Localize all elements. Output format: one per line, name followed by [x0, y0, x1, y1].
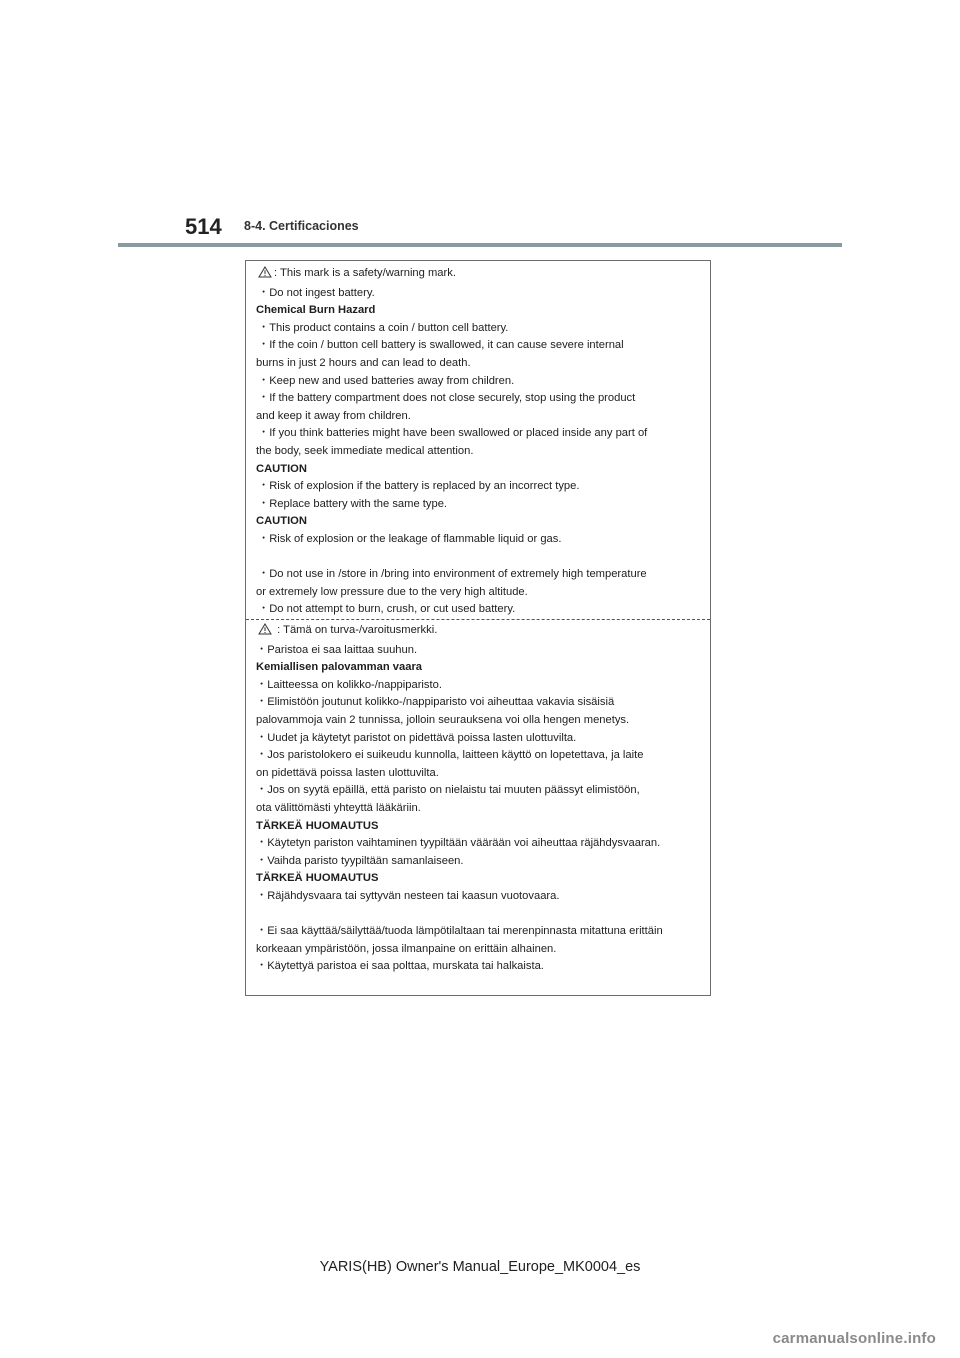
think-line1-en: ・If you think batteries might have been swallowed or placed inside any part of [258, 427, 648, 440]
think-line1-fi: ・Jos on syytä epäillä, että paristo on nielaistu tai muuten päässyt elimistöön, [256, 784, 640, 797]
keep-away-en: ・Keep new and used batteries away from children. [258, 374, 515, 387]
chem-heading-en: Chemical Burn Hazard [256, 304, 376, 317]
header-rule [118, 243, 842, 247]
compartment-line1-en: ・If the battery compartment does not close securely, stop using the product [258, 392, 636, 405]
chem-heading-fi: Kemiallisen palovamman vaara [256, 661, 423, 674]
spacer [256, 906, 708, 924]
warning-mark-text-fi: : Tämä on turva-/varoitusmerkki. [274, 624, 438, 636]
warning-triangle-icon [258, 623, 272, 642]
contains-en: ・This product contains a coin / button cell battery. [258, 321, 509, 334]
environment-line2-en: or extremely low pressure due to the very high altitude. [256, 585, 528, 598]
swallowed-line1-en: ・If the coin / button cell battery is swallowed, it can cause severe internal [258, 339, 624, 352]
environment-line2-fi: korkeaan ympäristöön, jossa ilmanpaine on erittäin alhainen. [256, 942, 557, 955]
language-divider [246, 619, 710, 620]
page-number: 514 [185, 214, 222, 239]
warning-mark-line-en [256, 265, 708, 285]
site-watermark[interactable]: carmanualsonline.info [772, 1330, 936, 1347]
manual-footer: YARIS(HB) Owner's Manual_Europe_MK0004_es [319, 1259, 641, 1275]
compartment-line2-en: and keep it away from children. [256, 409, 411, 422]
caution-heading-1-en: CAUTION [256, 462, 307, 475]
warning-mark-text-en: : This mark is a safety/warning mark. [274, 267, 456, 279]
think-line2-fi: ota välittömästi yhteyttä lääkäriin. [256, 801, 421, 814]
keep-away-fi: ・Uudet ja käytetyt paristot on pidettävä poissa lasten ulottuvilta. [256, 731, 577, 744]
think-line2-en: the body, seek immediate medical attention. [256, 444, 474, 457]
battery-warning-label [245, 260, 711, 996]
swallowed-line1-fi: ・Elimistöön joutunut kolikko-/nappiparisto voi aiheuttaa vakavia sisäisiä [256, 696, 615, 709]
explosion-leak-en: ・Risk of explosion or the leakage of flammable liquid or gas. [258, 532, 562, 545]
caution-heading-2-en: CAUTION [256, 515, 307, 528]
spacer [256, 549, 708, 567]
replace-same-en: ・Replace battery with the same type. [258, 497, 448, 510]
finnish-warning-block [256, 622, 708, 976]
burn-en: ・Do not attempt to burn, crush, or cut used battery. [258, 603, 516, 616]
warning-triangle-icon [258, 266, 272, 285]
compartment-line1-fi: ・Jos paristolokero ei suikeudu kunnolla, laitteen käyttö on lopetettava, ja laite [256, 749, 644, 762]
no-ingest-en: ・Do not ingest battery. [258, 286, 375, 299]
explosion-leak-fi: ・Räjähdysvaara tai syttyvän nesteen tai kaasun vuotovaara. [256, 889, 560, 902]
explosion-type-fi: ・Käytetyn pariston vaihtaminen tyypiltään väärään voi aiheuttaa räjähdysvaaran. [256, 837, 661, 850]
environment-line1-fi: ・Ei saa käyttää/säilyttää/tuoda lämpötilaltaan tai merenpinnasta mitattuna erittäin [256, 925, 663, 938]
compartment-line2-fi: on pidettävä poissa lasten ulottuvilta. [256, 766, 439, 779]
english-warning-block [256, 265, 708, 619]
section-title: 8-4. Certificaciones [244, 219, 359, 233]
no-ingest-fi: ・Paristoa ei saa laittaa suuhun. [256, 643, 418, 656]
contains-fi: ・Laitteessa on kolikko-/nappiparisto. [256, 678, 442, 691]
replace-same-fi: ・Vaihda paristo tyypiltään samanlaiseen. [256, 854, 464, 867]
environment-line1-en: ・Do not use in /store in /bring into environment of extremely high temperature [258, 568, 647, 581]
caution-heading-2-fi: TÄRKEÄ HUOMAUTUS [256, 872, 379, 885]
warning-mark-line-fi [256, 622, 708, 642]
swallowed-line2-fi: palovammoja vain 2 tunnissa, jolloin seurauksena voi olla hengen menetys. [256, 713, 630, 726]
burn-fi: ・Käytettyä paristoa ei saa polttaa, murskata tai halkaista. [256, 960, 544, 973]
caution-heading-1-fi: TÄRKEÄ HUOMAUTUS [256, 819, 379, 832]
explosion-type-en: ・Risk of explosion if the battery is replaced by an incorrect type. [258, 480, 580, 493]
swallowed-line2-en: burns in just 2 hours and can lead to death. [256, 356, 471, 369]
